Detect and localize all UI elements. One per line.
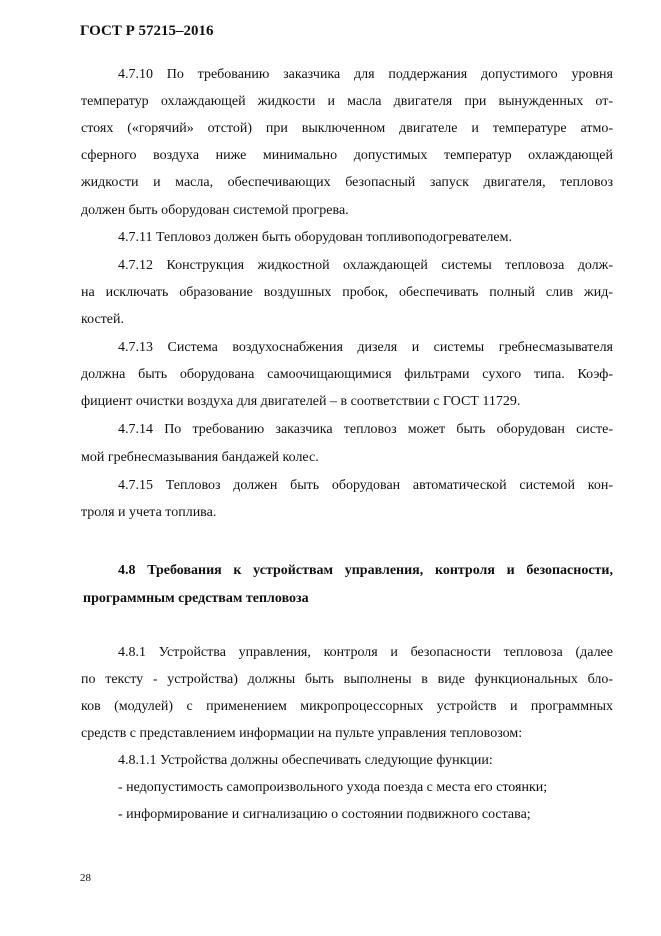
page-number: 28: [80, 872, 91, 884]
text-line: 4.7.15 Тепловоз должен быть оборудован автоматической системой кон-: [118, 478, 613, 493]
text-line: должен быть оборудован системой прогрева.: [81, 203, 349, 218]
text-line: троля и учета топлива.: [81, 505, 217, 520]
text-line: костей.: [81, 312, 124, 327]
text-line: - недопустимость самопроизвольного ухода поезда с места его стоянки;: [118, 780, 548, 795]
text-line: по тексту - устройства) должны быть выполнены в виде функциональных бло-: [81, 672, 613, 687]
text-line: жидкости и масла, обеспечивающих безопасный запуск двигателя, тепловоз: [81, 175, 613, 190]
section-heading-line: программным средствам тепловоза: [83, 591, 309, 606]
text-line: 4.8.1.1 Устройства должны обеспечивать следующие функции:: [118, 753, 493, 768]
text-line: температур охлаждающей жидкости и масла двигателя при вынужденных от-: [81, 94, 613, 109]
text-line: 4.7.11 Тепловоз должен быть оборудован топливоподогревателем.: [118, 230, 512, 245]
text-line: на исключать образование воздушных пробок, обеспечивать полный слив жид-: [81, 285, 613, 300]
section-heading-line: 4.8 Требования к устройствам управления, контроля и безопасности,: [118, 563, 613, 578]
text-line: 4.7.14 По требованию заказчика тепловоз может быть оборудован систе-: [118, 422, 613, 437]
text-line: стоях («горячий» отстой) при выключенном двигателе и температуре атмо-: [81, 121, 613, 136]
text-line: фициент очистки воздуха для двигателей – в соответствии с ГОСТ 11729.: [81, 394, 521, 409]
text-line: 4.8.1 Устройства управления, контроля и безопасности тепловоза (далее: [118, 645, 613, 660]
text-line: 4.7.10 По требованию заказчика для поддержания допустимого уровня: [118, 67, 613, 82]
text-line: 4.7.12 Конструкция жидкостной охлаждающей системы тепловоза долж-: [118, 258, 613, 273]
text-line: ков (модулей) с применением микропроцессорных устройств и программных: [81, 699, 613, 714]
text-line: должна быть оборудована самоочищающимися фильтрами сухого типа. Коэф-: [81, 367, 613, 382]
text-line: 4.7.13 Система воздухоснабжения дизеля и системы гребнесмазывателя: [118, 340, 613, 355]
text-line: сферного воздуха ниже минимально допустимых температур охлаждающей: [81, 148, 613, 163]
text-line: мой гребнесмазывания бандажей колес.: [81, 450, 319, 465]
text-line: - информирование и сигнализацию о состоянии подвижного состава;: [118, 807, 531, 822]
document-header: ГОСТ Р 57215–2016: [80, 23, 214, 39]
text-line: средств с представлением информации на пульте управления тепловозом:: [81, 726, 523, 741]
